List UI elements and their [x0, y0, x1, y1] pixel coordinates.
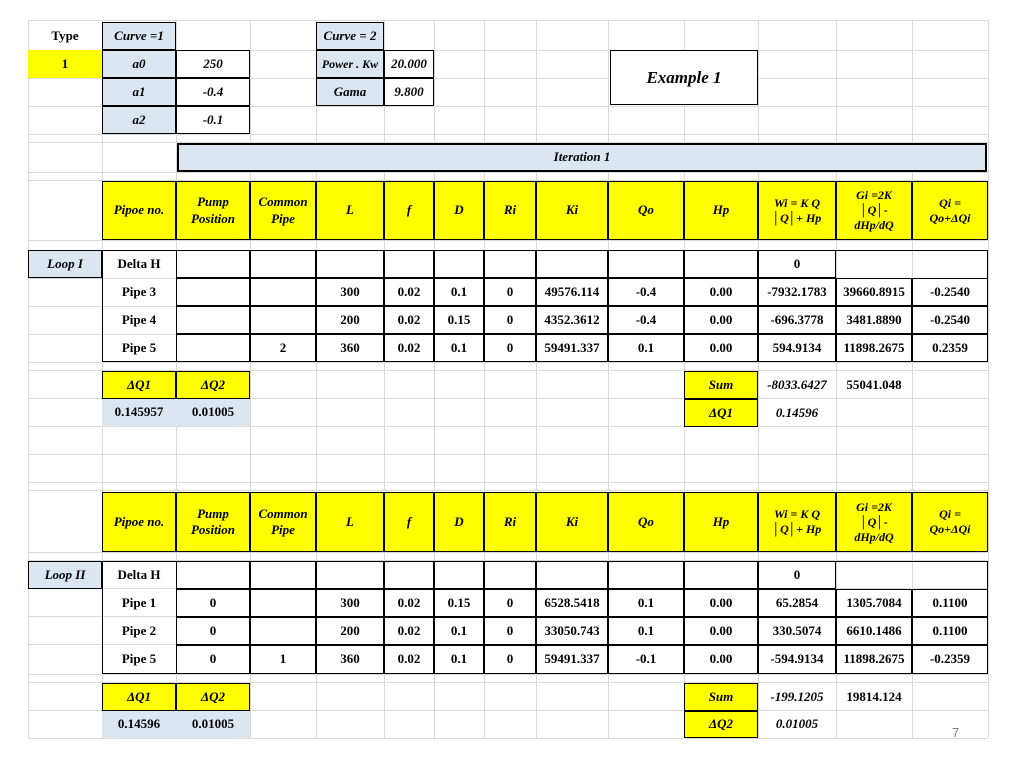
loop2-delta-label: Delta H [117, 566, 161, 582]
header-Qo: Qo [608, 181, 684, 240]
cell-pump[interactable] [176, 306, 250, 334]
cell-Hp: 0.00 [684, 617, 758, 645]
header-common-pipe: Common Pipe [250, 492, 316, 552]
cell-D[interactable]: 0.1 [434, 645, 484, 674]
loop2-sum-label: Sum [684, 683, 758, 711]
header-Gi: Gi =2K │Q│- dHp/dQ [836, 181, 912, 240]
header-Qo: Qo [608, 492, 684, 552]
header-L: L [316, 181, 384, 240]
cell-Qi: 0.1100 [912, 617, 988, 645]
cell-Qi: -0.2540 [912, 278, 988, 306]
cell-Gi: 11898.2675 [836, 645, 912, 674]
power-value[interactable]: 20.000 [384, 50, 434, 78]
header-f: f [384, 492, 434, 552]
header-D: D [434, 181, 484, 240]
header-f: f [384, 181, 434, 240]
cell-f[interactable]: 0.02 [384, 334, 434, 362]
loop1-dq2-value: 0.01005 [176, 399, 250, 426]
header-pipe-no: Pipoe no. [102, 181, 176, 240]
loop2-dq1-label: ΔQ1 [102, 683, 176, 711]
cell-Ri[interactable]: 0 [484, 306, 536, 334]
cell-f[interactable]: 0.02 [384, 589, 434, 617]
header-Wi: Wi = K Q │Q│+ Hp [758, 492, 836, 552]
cell-Qo[interactable]: 0.1 [608, 617, 684, 645]
cell-D[interactable]: 0.1 [434, 617, 484, 645]
cell-Wi: 65.2854 [758, 589, 836, 617]
cell-Ri[interactable]: 0 [484, 278, 536, 306]
table-row-name: Pipe 4 [121, 311, 157, 327]
cell-Qo[interactable]: -0.4 [608, 306, 684, 334]
loop1-dq1-value: 0.145957 [102, 399, 176, 426]
cell-Ri[interactable]: 0 [484, 334, 536, 362]
a0-value[interactable]: 250 [176, 50, 250, 78]
cell-pump[interactable]: 0 [176, 645, 250, 674]
header-Gi: Gi =2K │Q│- dHp/dQ [836, 492, 912, 552]
header-Ki: Ki [536, 181, 608, 240]
cell-Qi: -0.2540 [912, 306, 988, 334]
cell-Ki: 33050.743 [536, 617, 608, 645]
cell-Wi: 330.5074 [758, 617, 836, 645]
table-row-name: Pipe 2 [121, 622, 157, 638]
cell-L[interactable]: 300 [316, 278, 384, 306]
loop1-dq2-label: ΔQ2 [176, 371, 250, 399]
cell-Wi: -7932.1783 [758, 278, 836, 306]
loop1-label: Loop I [28, 250, 102, 278]
gama-label: Gama [316, 78, 384, 106]
cell-Wi: -594.9134 [758, 645, 836, 674]
cell-Hp: 0.00 [684, 334, 758, 362]
cell-D[interactable]: 0.15 [434, 589, 484, 617]
cell-L[interactable]: 300 [316, 589, 384, 617]
cell-pump[interactable]: 0 [176, 617, 250, 645]
cell-Gi: 11898.2675 [836, 334, 912, 362]
cell-D[interactable]: 0.1 [434, 334, 484, 362]
cell-Ri[interactable]: 0 [484, 589, 536, 617]
cell-Wi: 594.9134 [758, 334, 836, 362]
cell-Ri[interactable]: 0 [484, 617, 536, 645]
loop1-dq-result-value: 0.14596 [775, 404, 819, 420]
a2-label: a2 [102, 106, 176, 134]
gama-value[interactable]: 9.800 [384, 78, 434, 106]
cell-Gi: 3481.8890 [836, 306, 912, 334]
header-Ri: Ri [484, 181, 536, 240]
power-label: Power . Kw [316, 50, 384, 78]
table-row-name: Pipe 5 [121, 339, 157, 355]
loop2-dq-result-label: ΔQ2 [684, 711, 758, 738]
loop2-label: Loop II [28, 561, 102, 589]
loop2-dq2-value: 0.01005 [176, 711, 250, 738]
cell-L[interactable]: 360 [316, 334, 384, 362]
cell-f[interactable]: 0.02 [384, 306, 434, 334]
cell-Qi: 0.1100 [912, 589, 988, 617]
a1-value[interactable]: -0.4 [176, 78, 250, 106]
cell-Ri[interactable]: 0 [484, 645, 536, 674]
cell-pump[interactable] [176, 334, 250, 362]
header-Qi: Qi = Qo+ΔQi [912, 492, 988, 552]
cell-common[interactable] [250, 617, 316, 645]
header-pipe-no: Pipoe no. [102, 492, 176, 552]
cell-common[interactable] [250, 306, 316, 334]
cell-pump[interactable]: 0 [176, 589, 250, 617]
cell-Hp: 0.00 [684, 306, 758, 334]
header-D: D [434, 492, 484, 552]
header-Hp: Hp [684, 181, 758, 240]
cell-pump[interactable] [176, 278, 250, 306]
header-Qi: Qi = Qo+ΔQi [912, 181, 988, 240]
loop1-sum-w: -8033.6427 [767, 376, 827, 392]
loop2-dq2-label: ΔQ2 [176, 683, 250, 711]
type-value[interactable]: 1 [28, 50, 102, 78]
cell-D[interactable]: 0.1 [434, 278, 484, 306]
cell-Ki: 4352.3612 [536, 306, 608, 334]
header-pump-position: Pump Position [176, 492, 250, 552]
loop1-sum-label: Sum [684, 371, 758, 399]
loop1-dq1-label: ΔQ1 [102, 371, 176, 399]
cell-Qo[interactable]: 0.1 [608, 589, 684, 617]
cell-Qi: -0.2359 [912, 645, 988, 674]
header-L: L [316, 492, 384, 552]
loop2-sum-g: 19814.124 [846, 688, 902, 704]
loop1-delta-label: Delta H [117, 255, 161, 271]
cell-common[interactable] [250, 278, 316, 306]
table-row-name: Pipe 1 [121, 594, 157, 610]
loop1-sum-g: 55041.048 [846, 376, 902, 392]
header-Wi: Wi = K Q │Q│+ Hp [758, 181, 836, 240]
loop2-sum-w: -199.1205 [770, 688, 824, 704]
cell-common[interactable]: 1 [250, 645, 316, 674]
cell-Gi: 1305.7084 [836, 589, 912, 617]
loop2-dq-result-value: 0.01005 [775, 716, 819, 732]
cell-Qi: 0.2359 [912, 334, 988, 362]
cell-f[interactable]: 0.02 [384, 645, 434, 674]
table-row-name: Pipe 3 [121, 283, 157, 299]
a0-label: a0 [102, 50, 176, 78]
page-number: 7 [952, 725, 960, 740]
table-row-name: Pipe 5 [121, 651, 157, 667]
curve2-label: Curve = 2 [316, 22, 384, 50]
cell-L[interactable]: 200 [316, 617, 384, 645]
a1-label: a1 [102, 78, 176, 106]
header-Ki: Ki [536, 492, 608, 552]
cell-Ki: 6528.5418 [536, 589, 608, 617]
type-label: Type [51, 27, 79, 43]
cell-common[interactable]: 2 [250, 334, 316, 362]
cell-Hp: 0.00 [684, 645, 758, 674]
cell-Hp: 0.00 [684, 589, 758, 617]
cell-D[interactable]: 0.15 [434, 306, 484, 334]
cell-Ki: 59491.337 [536, 645, 608, 674]
cell-Gi: 39660.8915 [836, 278, 912, 306]
header-pump-position: Pump Position [176, 181, 250, 240]
loop1-dq-result-label: ΔQ1 [684, 399, 758, 427]
a2-value[interactable]: -0.1 [176, 106, 250, 134]
example-title: Example 1 [610, 50, 758, 105]
cell-f[interactable]: 0.02 [384, 617, 434, 645]
cell-Qo[interactable]: 0.1 [608, 334, 684, 362]
loop2-delta-value: 0 [758, 561, 836, 589]
curve1-label: Curve =1 [102, 22, 176, 50]
cell-L[interactable]: 200 [316, 306, 384, 334]
cell-Qo[interactable]: -0.4 [608, 278, 684, 306]
header-Ri: Ri [484, 492, 536, 552]
loop1-delta-value: 0 [758, 250, 836, 278]
header-common-pipe: Common Pipe [250, 181, 316, 240]
header-Hp: Hp [684, 492, 758, 552]
cell-Ki: 59491.337 [536, 334, 608, 362]
cell-Gi: 6610.1486 [836, 617, 912, 645]
iteration-banner: Iteration 1 [177, 143, 987, 172]
cell-L[interactable]: 360 [316, 645, 384, 674]
cell-Ki: 49576.114 [536, 278, 608, 306]
cell-Qo[interactable]: -0.1 [608, 645, 684, 674]
loop2-dq1-value: 0.14596 [102, 711, 176, 738]
cell-Wi: -696.3778 [758, 306, 836, 334]
cell-f[interactable]: 0.02 [384, 278, 434, 306]
cell-common[interactable] [250, 589, 316, 617]
cell-Hp: 0.00 [684, 278, 758, 306]
